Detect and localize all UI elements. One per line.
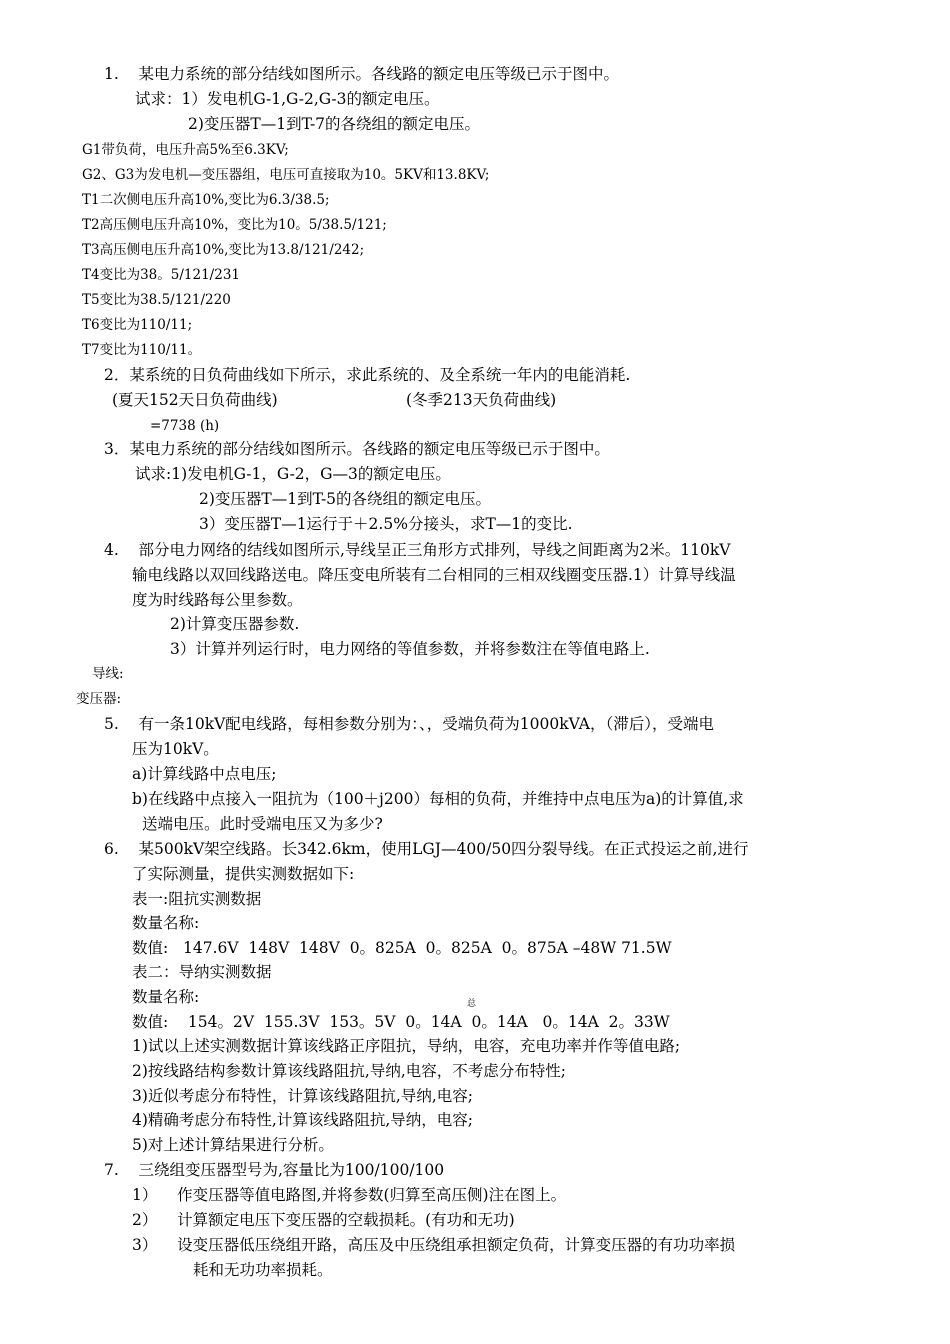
q2-result: =7738 (h) (150, 418, 220, 434)
q3-title: 3．某电力系统的部分结线如图所示。各线路的额定电压等级已示于图中。 (104, 440, 610, 458)
q1-ask-2: 2)变压器T—1到T-7的各绕组的额定电压。 (188, 115, 481, 133)
q1-ask-1: 试求：1）发电机G-1,G-2,G-3的额定电压。 (135, 90, 440, 108)
q6-item: 1)试以上述实测数据计算该线路正序阻抗，导纳，电容，充电功率并作等值电路; (132, 1037, 681, 1055)
q4-line-1: 4. 部分电力网络的结线如图所示,导线呈正三角形方式排列，导线之间距离为2米。110kV (104, 541, 731, 559)
q6-table1-value-row: 数值: 147.6V 148V 148V 0。825A 0。825A 0。875A –48W 71.5W (132, 939, 672, 957)
q7-item-3-cont: 耗和无功功率损耗。 (193, 1261, 333, 1279)
q1-title: 1. 某电力系统的部分结线如图所示。各线路的额定电压等级已示于图中。 (104, 65, 619, 83)
q1-note: T6变比为110/11; (82, 317, 193, 333)
q7-item: 2） 计算额定电压下变压器的空载损耗。(有功和无功) (132, 1211, 515, 1229)
q7-title: 7. 三绕组变压器型号为,容量比为100/100/100 (104, 1161, 445, 1179)
q5-item-a: a)计算线路中点电压; (132, 765, 277, 783)
q5-item-b: b)在线路中点接入一阻抗为（100＋j200）每相的负荷，并维持中点电压为a)的计算值,求 (132, 790, 744, 808)
q2-summer-caption: (夏天152天日负荷曲线) (112, 391, 278, 409)
q1-note: T4变比为38。5/121/231 (82, 267, 240, 283)
q2-title: 2．某系统的日负荷曲线如下所示，求此系统的、及全系统一年内的电能消耗. (104, 366, 631, 384)
q5-line-2: 压为10kV。 (132, 740, 219, 758)
q2-winter-caption: (冬季213天负荷曲线) (406, 391, 557, 409)
q6-item: 2)按线路结构参数计算该线路阻抗,导纳,电容，不考虑分布特性; (132, 1062, 566, 1080)
q6-table1-name-row: 数量名称: (132, 914, 200, 932)
q5-item-b-cont: 送端电压。此时受端电压又为多少? (142, 815, 383, 833)
q1-note: T2高压侧电压升高10%，变比为10。5/38.5/121; (82, 217, 387, 233)
q1-note: G2、G3为发电机—变压器组，电压可直接取为10。5KV和13.8KV; (82, 167, 490, 183)
q4-ask-2: 2)计算变压器参数. (170, 615, 300, 633)
q5-line-1: 5. 有一条10kV配电线路，每相参数分别为：、，受端负荷为1000kVA，（滞后），受端电 (104, 715, 714, 733)
q4-ask-3: 3）计算并列运行时，电力网络的等值参数，并将参数注在等值电路上. (170, 640, 650, 658)
q6-item: 5)对上述计算结果进行分析。 (132, 1136, 334, 1154)
q7-item: 3） 设变压器低压绕组开路，高压及中压绕组承担额定负荷，计算变压器的有功功率损 (132, 1236, 736, 1254)
q4-line-3: 度为时线路每公里参数。 (132, 591, 303, 609)
q6-item: 3)近似考虑分布特性，计算该线路阻抗,导纳,电容; (132, 1087, 473, 1105)
q6-line-1: 6. 某500kV架空线路。长342.6km，使用LGJ—400/50四分裂导线。在正式投运之前,进行 (104, 840, 749, 858)
q6-table1-title: 表一:阻抗实测数据 (132, 890, 262, 908)
q1-note: T1二次侧电压升高10%,变比为6.3/38.5; (82, 192, 330, 208)
q4-label-wire: 导线: (92, 666, 124, 682)
q1-note: T3高压侧电压升高10%,变比为13.8/121/242; (82, 242, 365, 258)
q3-ask-2: 2)变压器T—1到T-5的各绕组的额定电压。 (199, 490, 492, 508)
q6-item: 4)精确考虑分布特性,计算该线路阻抗,导纳，电容; (132, 1111, 473, 1129)
q7-item: 1） 作变压器等值电路图,并将参数(归算至高压侧)注在图上。 (132, 1186, 567, 1204)
q6-table2-value-row: 数值: 154。2V 155.3V 153。5V 0。14A 0。14A 0。14A 2。33W (132, 1013, 670, 1031)
q1-note: T5变比为38.5/121/220 (82, 292, 231, 308)
q3-ask-3: 3）变压器T—1运行于＋2.5%分接头，求T—1的变比. (199, 515, 573, 533)
q6-line-2: 了实际测量，提供实测数据如下: (132, 865, 355, 883)
q4-label-transformer: 变压器: (76, 691, 122, 707)
q4-line-2: 输电线路以双回线路送电。降压变电所装有二台相同的三相双线圈变压器.1）计算导线温 (132, 566, 736, 584)
q1-note: G1带负荷，电压升高5%至6.3KV; (82, 142, 289, 158)
q1-note: T7变比为110/11。 (82, 342, 202, 358)
q6-table2-title: 表二：导纳实测数据 (132, 963, 272, 981)
q6-table2-name-row: 数量名称: (132, 988, 200, 1006)
q6-table2-mark: 总 (467, 999, 477, 1009)
q3-ask-1: 试求:1)发电机G-1，G-2，G—3的额定电压。 (135, 465, 451, 483)
